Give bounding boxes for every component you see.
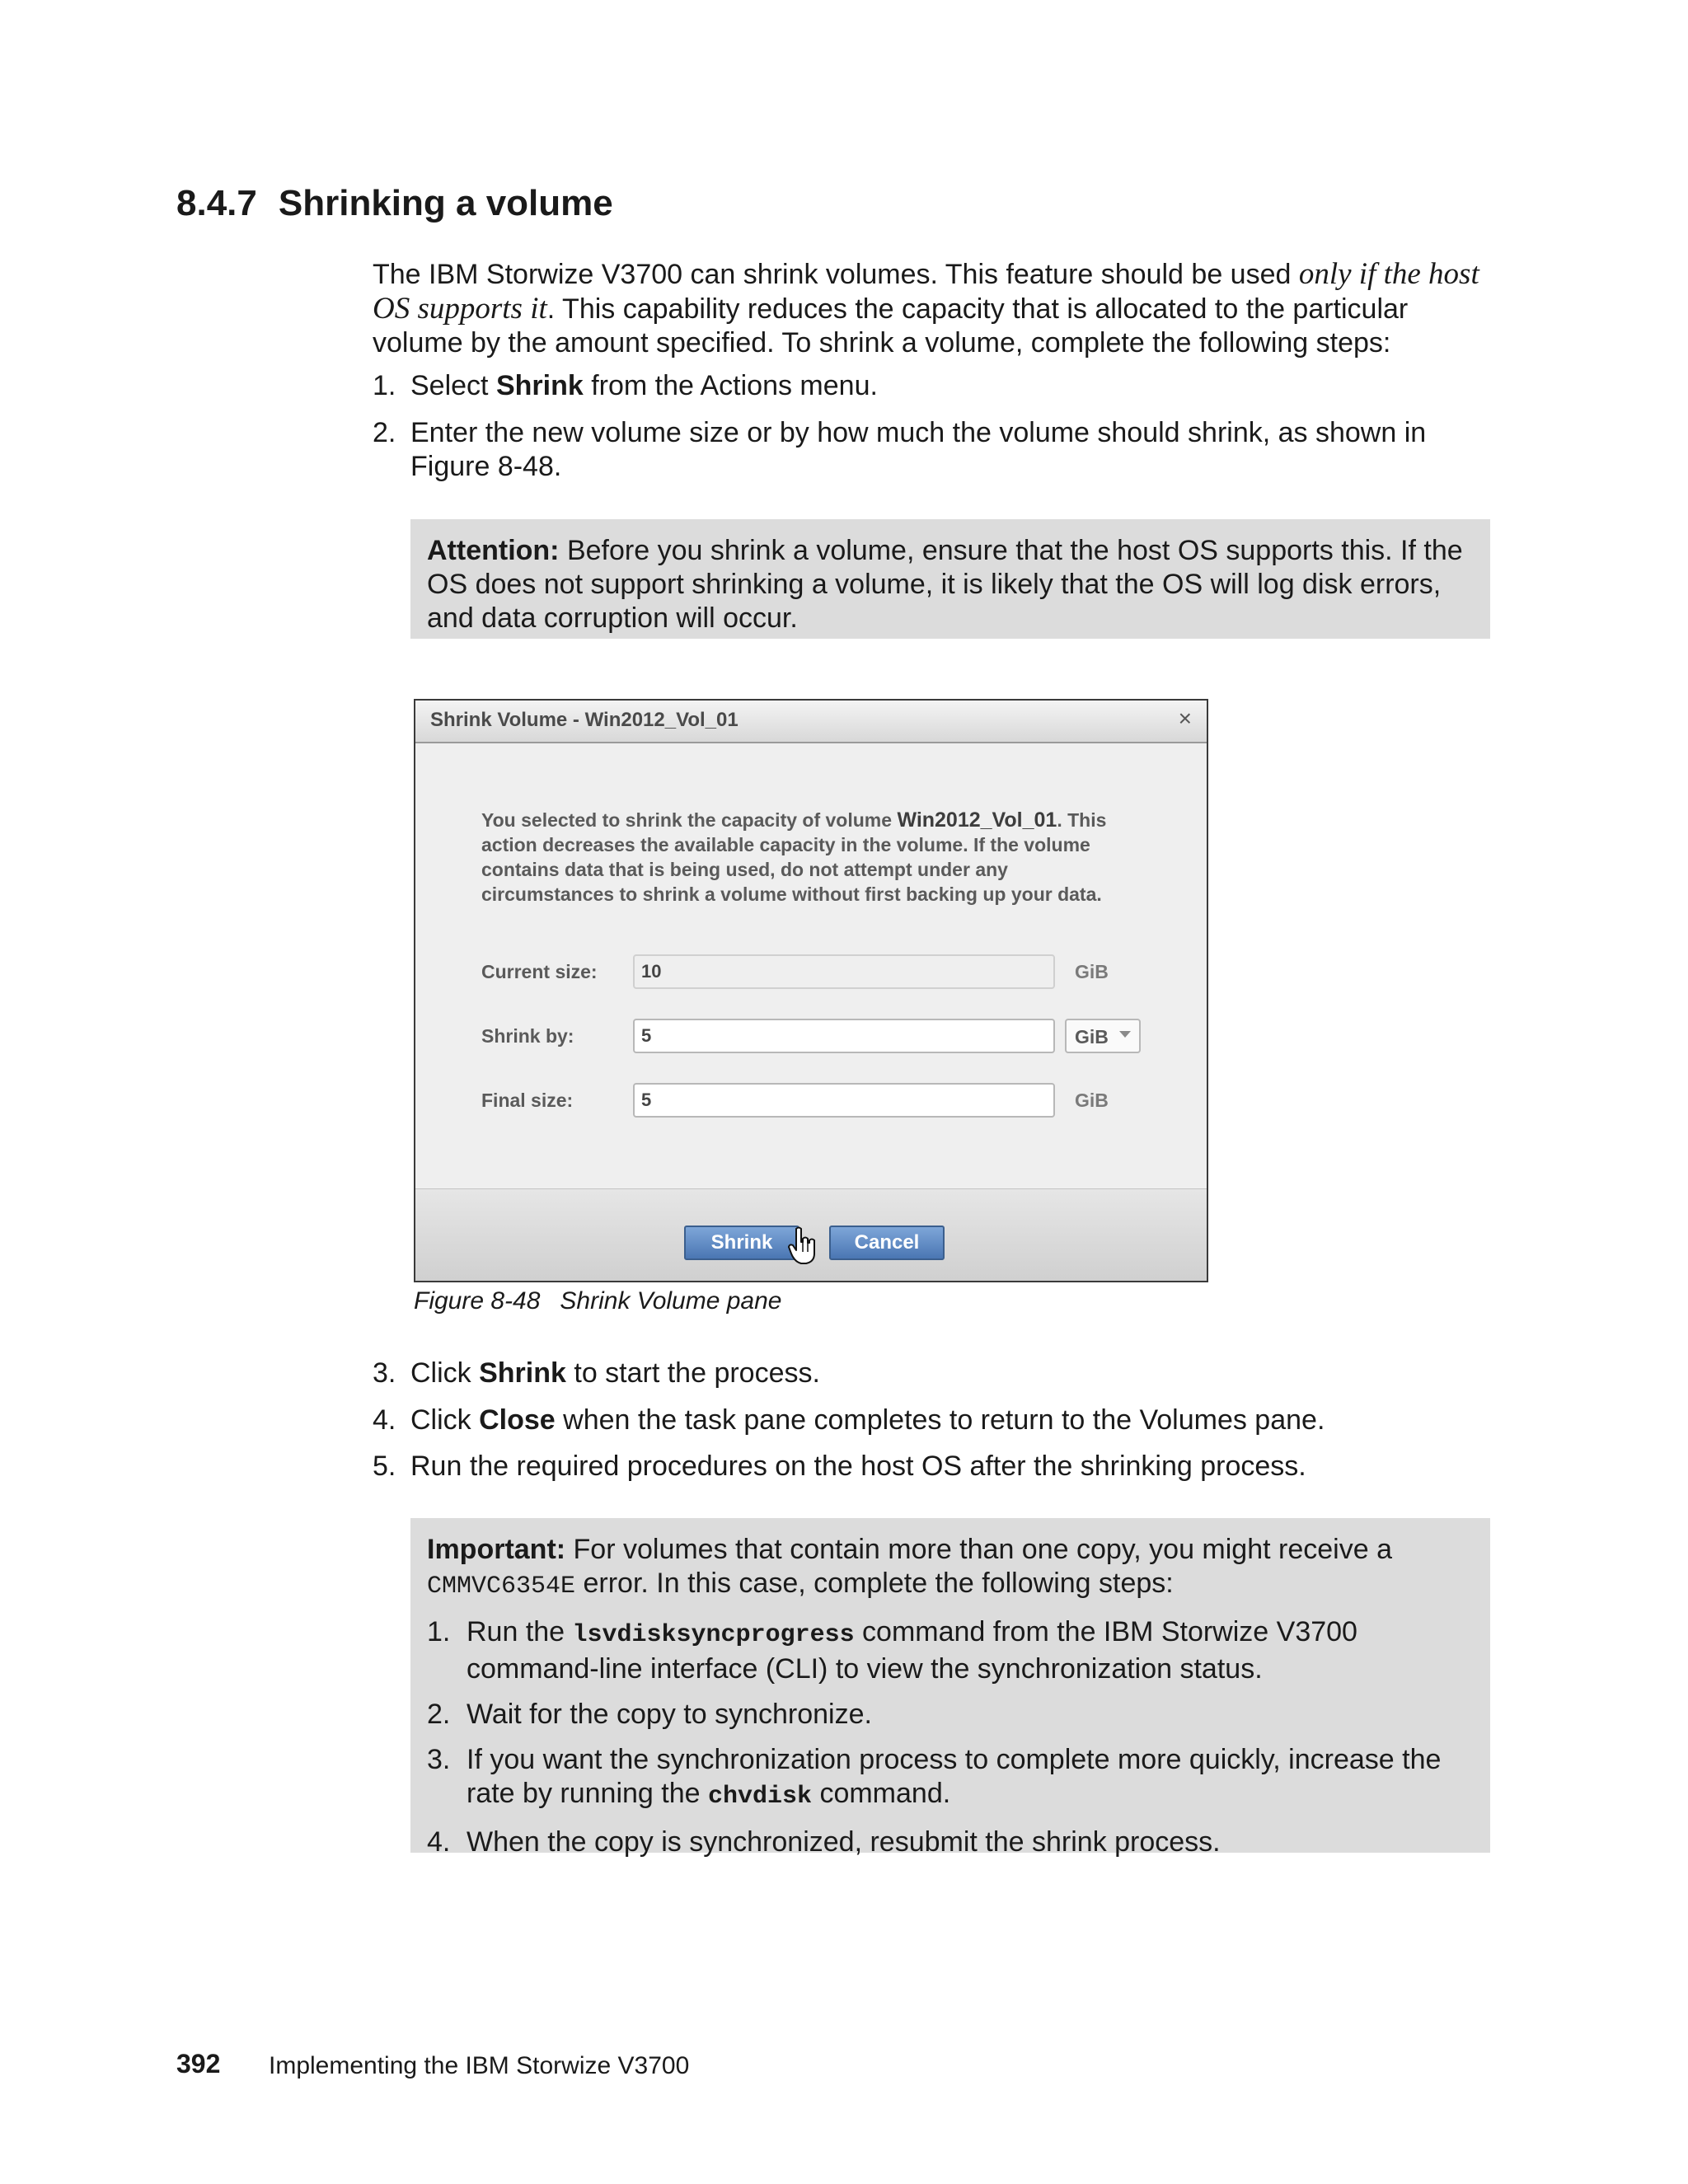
section-title: Shrinking a volume bbox=[278, 183, 613, 223]
list-text: to start the process. bbox=[565, 1357, 820, 1389]
shrink-volume-dialog bbox=[414, 699, 1208, 1282]
dialog-title: Shrink Volume - Win2012_Vol_01 bbox=[430, 709, 738, 731]
list-item bbox=[427, 1615, 1474, 1686]
important-text: For volumes that contain more than one copy, you might receive a bbox=[565, 1534, 1392, 1565]
list-item bbox=[427, 1743, 1474, 1814]
list-text: when the task pane completes to return to the Volumes pane. bbox=[555, 1404, 1325, 1436]
list-number: 4. bbox=[373, 1404, 396, 1436]
figure-caption bbox=[414, 1287, 781, 1315]
shrink-button[interactable]: Shrink bbox=[684, 1226, 799, 1260]
list-text: Run the required procedures on the host OS after the shrinking process. bbox=[410, 1451, 1306, 1482]
list-text: Click bbox=[410, 1357, 480, 1389]
list-number: 2. bbox=[373, 417, 396, 448]
list-item bbox=[373, 1450, 1493, 1483]
list-text: command. bbox=[812, 1778, 951, 1809]
volume-name: Win2012_Vol_01 bbox=[897, 808, 1057, 832]
list-item bbox=[373, 416, 1493, 484]
list-text: command from the IBM Storwize V3700 command-line interface (CLI) to view the synchronization status. bbox=[467, 1616, 1357, 1685]
command-name: lsvdisksyncprogress bbox=[572, 1621, 855, 1649]
hand-pointer-icon bbox=[786, 1226, 819, 1267]
figure-number: Figure 8-48 bbox=[414, 1287, 541, 1315]
list-number: 5. bbox=[373, 1451, 396, 1482]
figure-caption-text: Shrink Volume pane bbox=[560, 1287, 782, 1315]
close-icon[interactable]: × bbox=[1178, 705, 1192, 731]
final-size-unit: GiB bbox=[1075, 1090, 1109, 1111]
list-text: Select bbox=[410, 370, 496, 401]
list-item bbox=[427, 1825, 1474, 1859]
important-label: Important: bbox=[427, 1534, 566, 1565]
dialog-message bbox=[481, 808, 1141, 907]
intro-paragraph bbox=[373, 257, 1493, 360]
dialog-footer bbox=[415, 1188, 1207, 1282]
shrink-by-label: Shrink by: bbox=[481, 1025, 574, 1047]
attention-box bbox=[410, 519, 1490, 639]
final-size-field[interactable] bbox=[633, 1083, 1055, 1118]
shrink-unit-select[interactable] bbox=[1065, 1019, 1141, 1053]
list-number: 1. bbox=[427, 1616, 451, 1647]
list-item bbox=[373, 1404, 1493, 1437]
section-heading bbox=[176, 183, 613, 224]
chevron-down-icon bbox=[1119, 1031, 1131, 1038]
important-intro bbox=[427, 1533, 1474, 1604]
cancel-button[interactable]: Cancel bbox=[829, 1226, 945, 1260]
current-size-label: Current size: bbox=[481, 961, 598, 982]
attention-label: Attention: bbox=[427, 535, 560, 566]
current-size-unit: GiB bbox=[1075, 961, 1109, 982]
current-size-field bbox=[633, 954, 1055, 989]
list-text: Click bbox=[410, 1404, 480, 1436]
command-name: chvdisk bbox=[707, 1783, 812, 1811]
book-title: Implementing the IBM Storwize V3700 bbox=[269, 2052, 690, 2079]
important-box bbox=[410, 1518, 1490, 1858]
ui-term: Close bbox=[479, 1404, 556, 1436]
important-text: error. In this case, complete the following steps: bbox=[575, 1568, 1174, 1599]
intro-emphasis: only if the host OS supports it bbox=[373, 257, 1479, 326]
list-item bbox=[373, 1357, 1493, 1390]
error-code: CMMVC6354E bbox=[427, 1572, 576, 1601]
intro-text-1: The IBM Storwize V3700 can shrink volumes. This feature should be used bbox=[373, 259, 1299, 290]
list-text: Enter the new volume size or by how much the volume should shrink, as shown in Figure 8-48. bbox=[410, 417, 1427, 482]
shrink-by-field[interactable] bbox=[633, 1019, 1055, 1053]
section-number: 8.4.7 bbox=[176, 183, 257, 223]
final-size-label: Final size: bbox=[481, 1090, 574, 1111]
list-number: 2. bbox=[427, 1699, 451, 1730]
list-text: When the copy is synchronized, resubmit the shrink process. bbox=[467, 1826, 1221, 1858]
list-number: 3. bbox=[373, 1357, 396, 1389]
message-text: You selected to shrink the capacity of volume bbox=[481, 809, 898, 831]
list-text: Wait for the copy to synchronize. bbox=[467, 1699, 872, 1730]
list-number: 4. bbox=[427, 1826, 451, 1858]
list-number: 3. bbox=[427, 1744, 451, 1775]
message-text: . This action decreases the available capacity in the volume. If the volume contains data that is being used, do not attempt under any circumstances to shrink a volume without first backing up your data. bbox=[481, 809, 1107, 905]
dialog-titlebar bbox=[415, 701, 1207, 743]
shrink-unit-value: GiB bbox=[1075, 1026, 1109, 1047]
list-text: from the Actions menu. bbox=[583, 370, 878, 401]
list-item bbox=[427, 1698, 1474, 1732]
ui-term: Shrink bbox=[479, 1357, 566, 1389]
attention-text: Before you shrink a volume, ensure that the host OS supports this. If the OS does not support shrinking a volume, it is likely that the OS will log disk errors, and data corruption will occur. bbox=[427, 535, 1463, 634]
intro-text-2: . This capability reduces the capacity that is allocated to the particular volume by the amount specified. To shrink a volume, complete the following steps: bbox=[373, 293, 1409, 359]
list-text: Run the bbox=[467, 1616, 573, 1647]
list-number: 1. bbox=[373, 370, 396, 401]
page-number: 392 bbox=[176, 2049, 221, 2079]
list-item bbox=[373, 369, 1493, 403]
list-text: If you want the synchronization process to complete more quickly, increase the rate by running the bbox=[467, 1744, 1442, 1809]
ui-term: Shrink bbox=[495, 370, 584, 401]
